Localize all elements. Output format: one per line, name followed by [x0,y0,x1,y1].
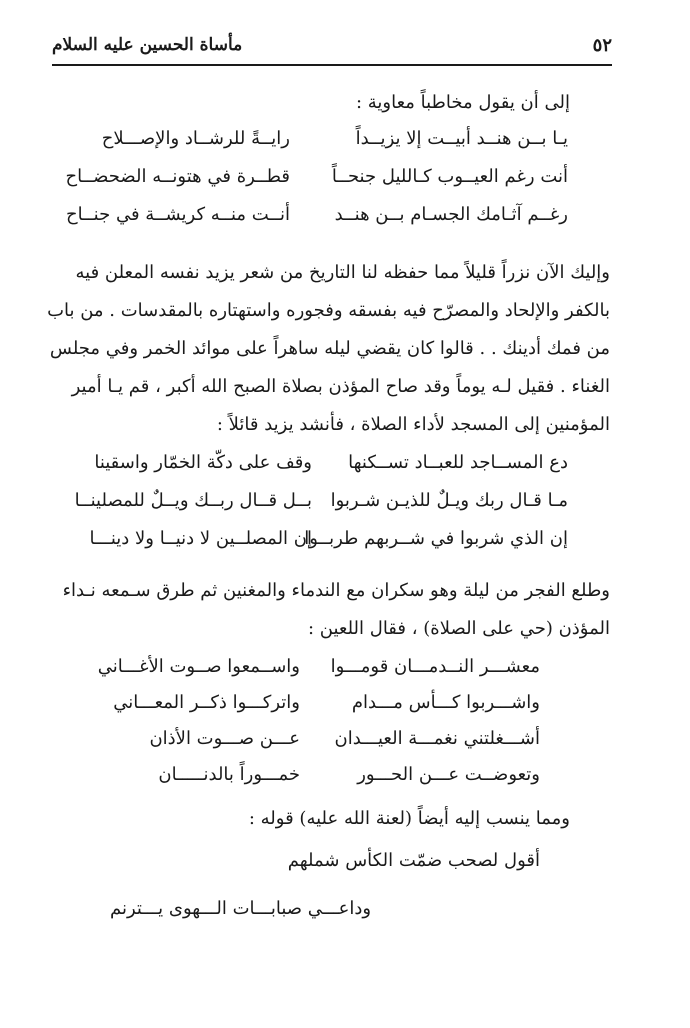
verse-hemistich-right: واشـــربوا كـــأس مـــدام [351,692,540,713]
paragraph-line: وإليك الآن نزراً قليلاً مما حفظه لنا التاريخ من شعر يزيد نفسه المعلن فيه [75,262,610,283]
intro-line: إلى أن يقول مخاطباً معاوية : [355,92,570,113]
intro-line: ومما ينسب إليه أيضاً (لعنة الله عليه) قوله : [248,808,570,829]
verse-hemistich-right: يـا بــن هنــد أبيــت إلا يزيــداً [355,128,568,149]
page-number: ٥٢ [592,34,612,56]
paragraph-line: الغناء . فقيل لـه يوماً وقد صاح المؤذن بصلاة الصبح الله أكبر ، قم يـا أمير [71,376,610,397]
verse-line: أقول لصحب ضمّت الكأس شملهم [287,850,540,871]
verse-hemistich-left: إن المصلــين لا دنيــا ولا دينـــا [89,528,312,549]
verse-hemistich-right: مـا قـال ربك ويـلٌ للذيـن شـربوا [330,490,568,511]
verse-hemistich-left: وقف على دكّة الخمّار واسقينا [94,452,312,473]
verse-hemistich-right: إن الذي شربوا في شــربهم طربــوا [304,528,568,549]
verse-hemistich-right: أنت رغم العيــوب كـالليل جنحــاً [331,166,568,187]
paragraph-line: من فمك أدينك . . قالوا كان يقضي ليله ساهراً على موائد الخمر وفي مجلس [49,338,610,359]
page-header [52,30,612,60]
paragraph-line: المؤذن (حي على الصلاة) ، فقال اللعين : [307,618,610,639]
header-rule [52,64,612,66]
verse-hemistich-left: عـــن صـــوت الأذان [149,728,300,749]
running-title: مأساة الحسين عليه السلام [52,35,243,55]
verse-hemistich-left: أنــت منــه كريشــة في جنــاح [66,204,290,225]
verse-hemistich-right: أشـــغلتني نغمـــة العيـــدان [334,728,540,749]
paragraph-line: وطلع الفجر من ليلة وهو سكران مع الندماء والمغنين ثم طرق سـمعه نـداء [62,580,610,601]
verse-line: وداعـــي صبابـــات الـــهوى يـــترنم [110,898,372,919]
verse-hemistich-left: واتركـــوا ذكــر المعـــاني [113,692,300,713]
verse-hemistich-left: بــل قــال ربــك ويــلٌ للمصلينــا [74,490,312,511]
verse-hemistich-right: رغــم آثـامك الجسـام بــن هنــد [334,204,568,225]
paragraph-line: بالكفر والإلحاد والمصرّح فيه بفسقه وفجوره واستهتاره بالمقدسات . من باب [47,300,610,321]
verse-hemistich-left: خمـــوراً بالدنـــــان [158,764,300,785]
verse-hemistich-left: رايــةً للرشــاد والإصـــلاح [101,128,290,149]
verse-hemistich-right: معشـــر النــدمـــان قومـــوا [330,656,540,677]
verse-hemistich-right: دع المســاجد للعبــاد تســكنها [348,452,568,473]
paragraph-line: المؤمنين إلى المسجد لأداء الصلاة ، فأنشد يزيد قائلاً : [216,414,610,435]
verse-hemistich-left: قطــرة في هتونــه الضحضــاح [65,166,290,187]
verse-hemistich-left: واســمعوا صــوت الأغـــاني [97,656,300,677]
verse-hemistich-right: وتعوضــت عـــن الحـــور [357,764,540,785]
